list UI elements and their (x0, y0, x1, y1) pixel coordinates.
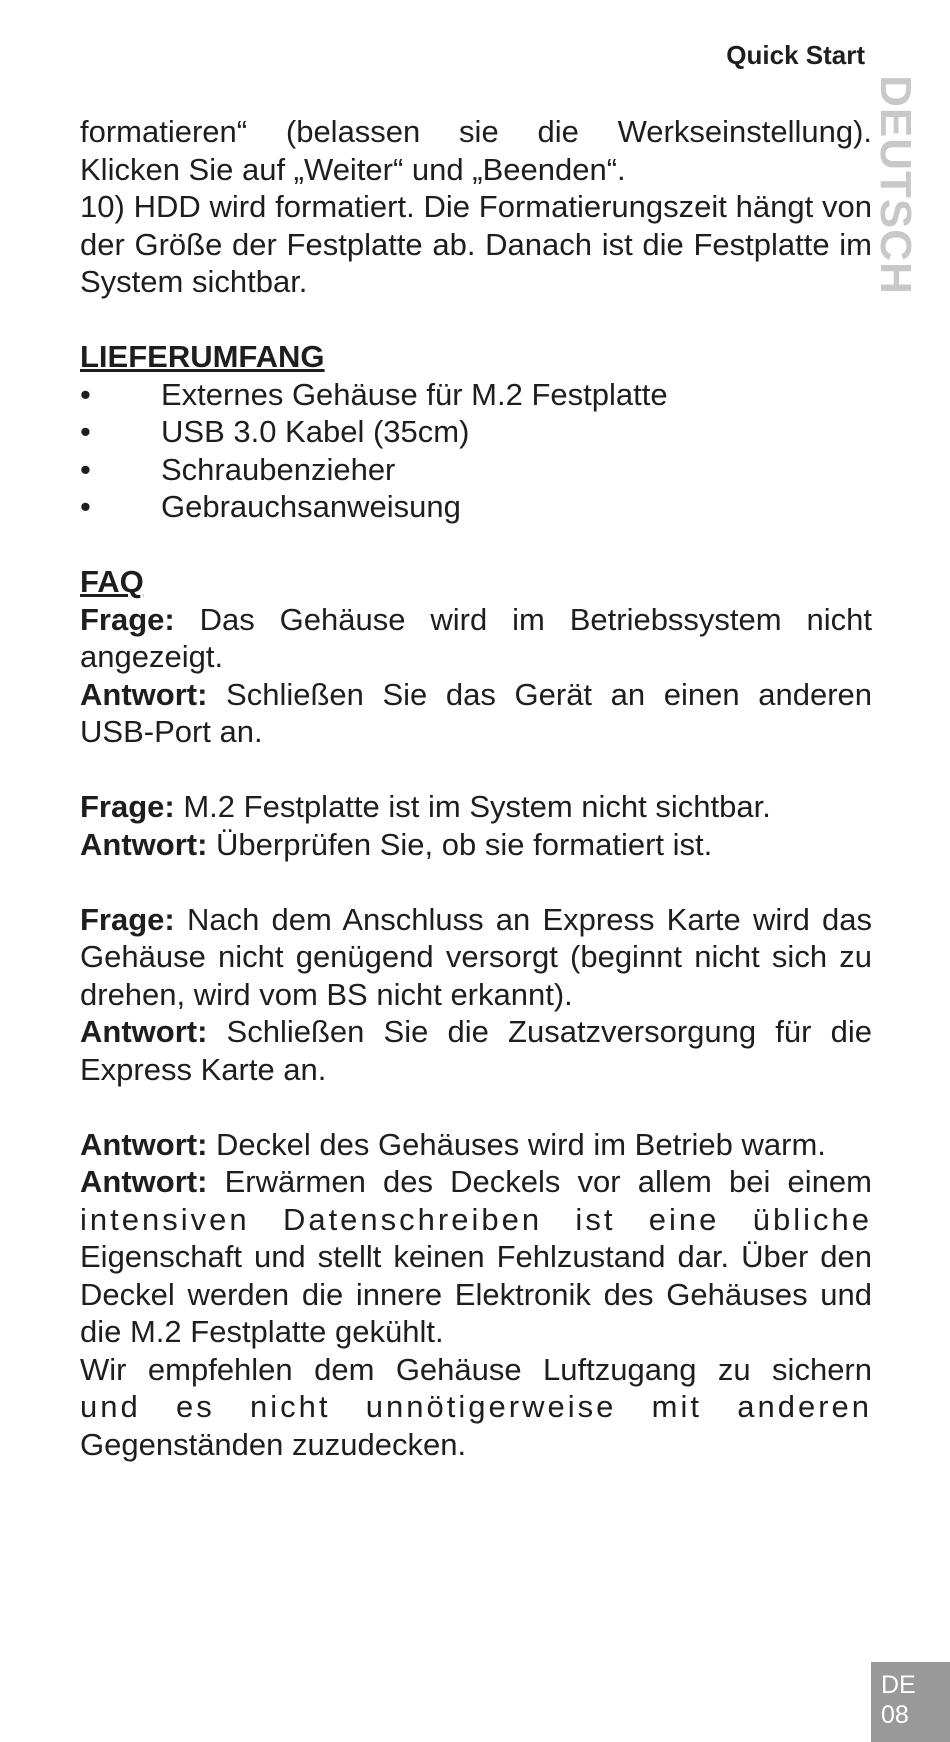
faq-answer-1: Antwort: Schließen Sie das Gerät an einen anderen USB-Port an. (80, 676, 872, 749)
faq-answer-2: Antwort: Überprüfen Sie, ob sie formatiert ist. (80, 826, 713, 862)
list-item: • Gebrauchsanweisung (80, 489, 461, 524)
faq-note-line-2: und es nicht unnötigerweise mit anderen (80, 1389, 872, 1424)
list-item: • Externes Gehäuse für M.2 Festplatte (80, 376, 668, 412)
language-tab-label: DEUTSCH (871, 75, 920, 295)
section-heading-faq: FAQ (80, 564, 144, 599)
faq-question-4: Antwort: Deckel des Gehäuses wird im Betrieb warm. (80, 1126, 826, 1162)
bullet-icon: • (80, 376, 91, 412)
faq-answer-4-rest: Eigenschaft und stellt keinen Fehlzustand dar. Über den Deckel werden die innere Elektronik des Gehäuses und die M.2 Festplatte gekühlt. (80, 1239, 872, 1349)
page-number-badge (871, 1662, 950, 1742)
faq-note-line-3: Gegenständen zuzudecken. (80, 1426, 467, 1462)
faq-question-2: Frage: M.2 Festplatte ist im System nicht sichtbar. (80, 789, 771, 824)
faq-answer-4-line-1: Antwort: Erwärmen des Deckels vor allem bei einem (80, 1164, 872, 1199)
intro-line-1: formatieren“ (belassen sie die Werkseinstellung). (80, 114, 872, 149)
faq-answer-3: Antwort: Schließen Sie die Zusatzversorgung für die Express Karte an. (80, 1014, 872, 1087)
package-contents-list (80, 376, 872, 526)
bullet-icon: • (80, 414, 91, 449)
page-number: 08 (881, 1701, 909, 1729)
bullet-icon: • (80, 451, 91, 487)
manual-content (80, 113, 872, 1463)
page-header-title: Quick Start (726, 40, 865, 70)
faq-answer-4-line-2: intensiven Datenschreiben ist eine übliche (80, 1201, 872, 1237)
section-heading-lieferumfang: LIEFERUMFANG (80, 339, 325, 374)
faq-note-line-1: Wir empfehlen dem Gehäuse Luftzugang zu sichern (80, 1351, 872, 1387)
faq-question-3: Frage: Nach dem Anschluss an Express Karte wird das Gehäuse nicht genügend versorgt (beginnt nicht sich zu drehen, wird vom BS nicht erkannt). (80, 901, 872, 1012)
bullet-icon: • (80, 489, 91, 524)
language-tab (865, 75, 925, 295)
list-item: • Schraubenzieher (80, 451, 396, 487)
page-language-code: DE (881, 1671, 916, 1699)
intro-line-2: Klicken Sie auf „Weiter“ und „Beenden“. (80, 151, 626, 187)
intro-step-10: 10) HDD wird formatiert. Die Formatierungszeit hängt von der Größe der Festplatte ab. Danach ist die Festplatte im System sichtbar. (80, 189, 872, 299)
list-item: • USB 3.0 Kabel (35cm) (80, 414, 470, 449)
faq-question-1: Frage: Das Gehäuse wird im Betriebssystem nicht angezeigt. (80, 601, 872, 674)
